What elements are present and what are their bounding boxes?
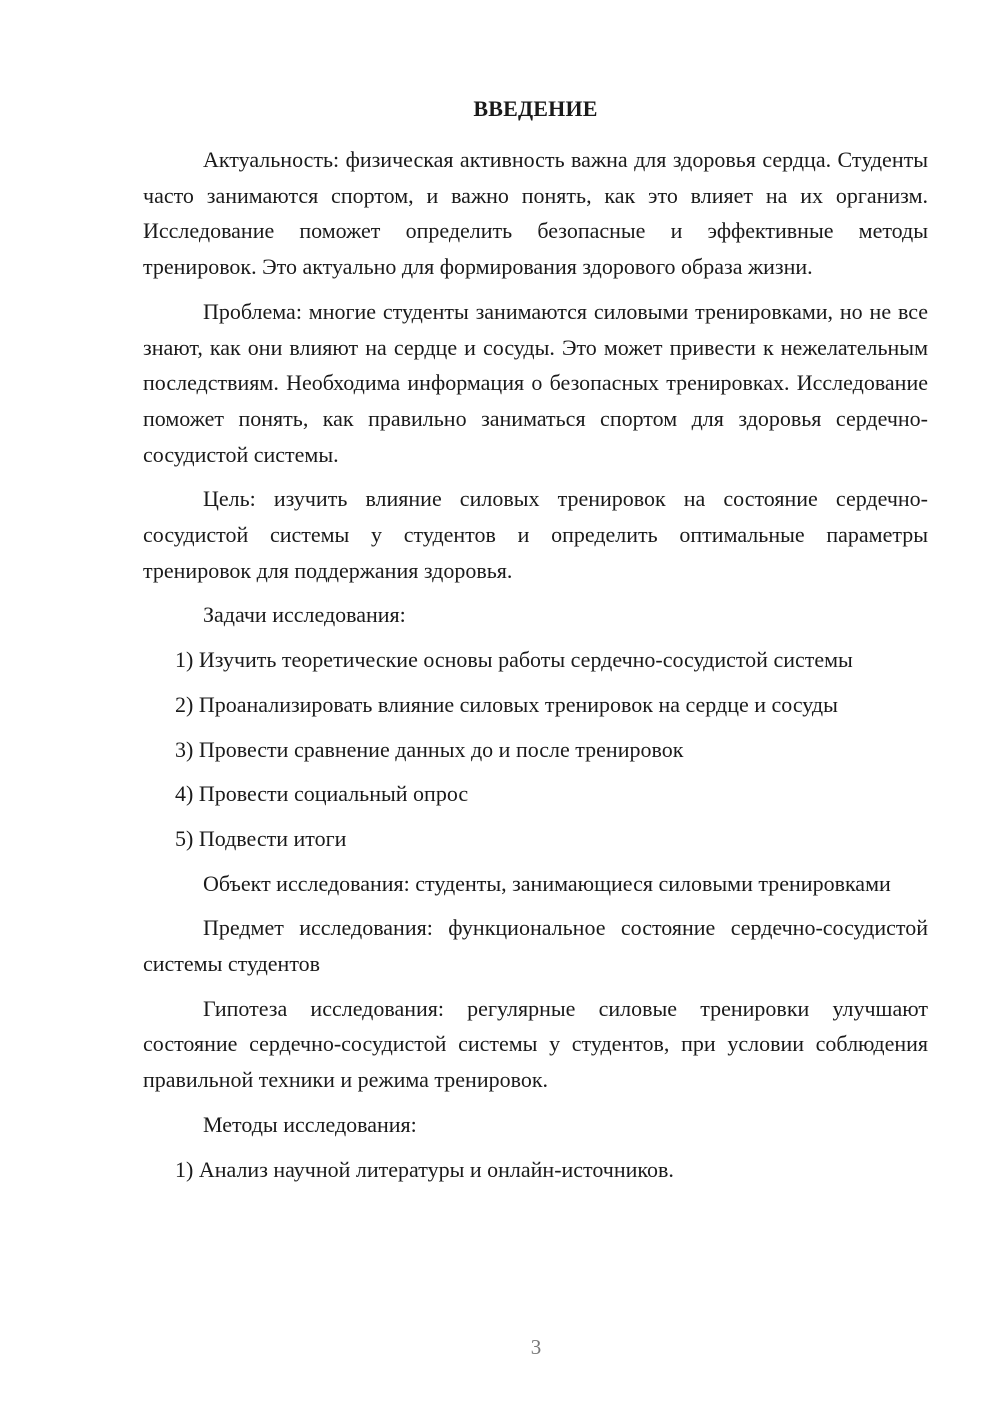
- task-item: 2) Проанализировать влияние силовых тренировок на сердце и сосуды: [175, 691, 838, 717]
- task-item: 4) Провести социальный опрос: [175, 781, 469, 807]
- methods-heading: Методы исследования:: [203, 1111, 417, 1137]
- goal-paragraph: Цель: изучить влияние силовых тренировок на состояние сердечно-сосудистой системы у студентов и определить оптимальные параметры тренировок для поддержания здоровья.: [143, 486, 928, 583]
- task-item: 5) Подвести итоги: [175, 825, 347, 851]
- subject-paragraph: Предмет исследования: функциональное состояние сердечно-сосудистой системы студентов: [143, 915, 928, 977]
- problem-paragraph: Проблема: многие студенты занимаются силовыми тренировками, но не все знают, как они влияют на сердце и сосуды. Это может привести к нежелательным последствиям. Необходима информация о безопасных тренировках. Исследование поможет понять, как правильно заниматься спортом для здоровья сердечно-сосудистой системы.: [143, 298, 928, 467]
- hypothesis-paragraph: Гипотеза исследования: регулярные силовые тренировки улучшают состояние сердечно-сосудистой системы у студентов, при условии соблюдения правильной техники и режима тренировок.: [143, 995, 928, 1093]
- tasks-heading: Задачи исследования:: [203, 602, 406, 628]
- method-item: 1) Анализ научной литературы и онлайн-источников.: [175, 1156, 674, 1182]
- page-title: ВВЕДЕНИЕ: [473, 96, 598, 121]
- task-item: 1) Изучить теоретические основы работы сердечно-сосудистой системы: [175, 647, 853, 673]
- object-paragraph: Объект исследования: студенты, занимающиеся силовыми тренировками: [203, 870, 891, 896]
- page-number: 3: [530, 1335, 542, 1359]
- task-item: 3) Провести сравнение данных до и после тренировок: [175, 736, 684, 762]
- relevance-paragraph: Актуальность: физическая активность важна для здоровья сердца. Студенты часто занимаются спортом, и важно понять, как это влияет на их организм. Исследование поможет определить безопасные и эффективные методы тренировок. Это актуально для формирования здорового образа жизни.: [143, 147, 928, 280]
- page-content: [143, 94, 928, 1196]
